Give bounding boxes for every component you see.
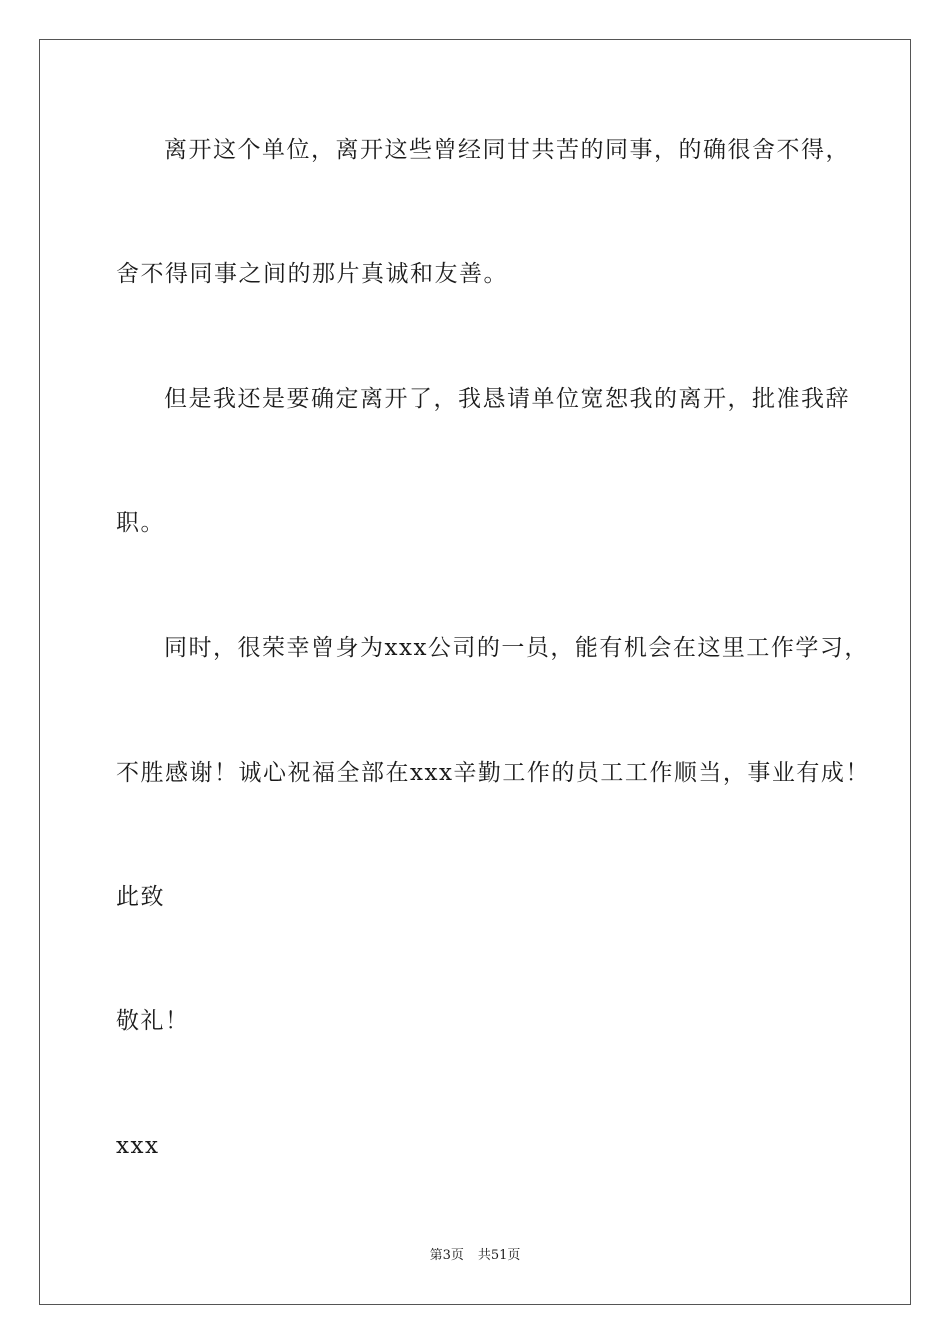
page-footer xyxy=(0,1247,950,1265)
body-line-6: 不胜感谢！诚心祝福全部在xxx辛勤工作的员工工作顺当，事业有成！ xyxy=(116,760,870,786)
body-line-4: 职。 xyxy=(116,510,165,536)
body-line-2: 舍不得同事之间的那片真诚和友善。 xyxy=(116,261,508,287)
body-line-5: 同时，很荣幸曾身为xxx公司的一员，能有机会在这里工作学习， xyxy=(164,635,869,661)
closing-line: 此致 xyxy=(116,884,165,910)
signature-line: xxx xyxy=(116,1133,160,1159)
page-number: 第3页 xyxy=(429,1248,464,1263)
page-total: 共51页 xyxy=(477,1248,521,1263)
body-line-1: 离开这个单位，离开这些曾经同甘共苦的同事，的确很舍不得， xyxy=(164,137,850,163)
page-border xyxy=(39,39,911,1305)
salutation-line: 敬礼！ xyxy=(116,1008,190,1034)
body-line-3: 但是我还是要确定离开了，我恳请单位宽恕我的离开，批准我辞 xyxy=(164,386,850,412)
